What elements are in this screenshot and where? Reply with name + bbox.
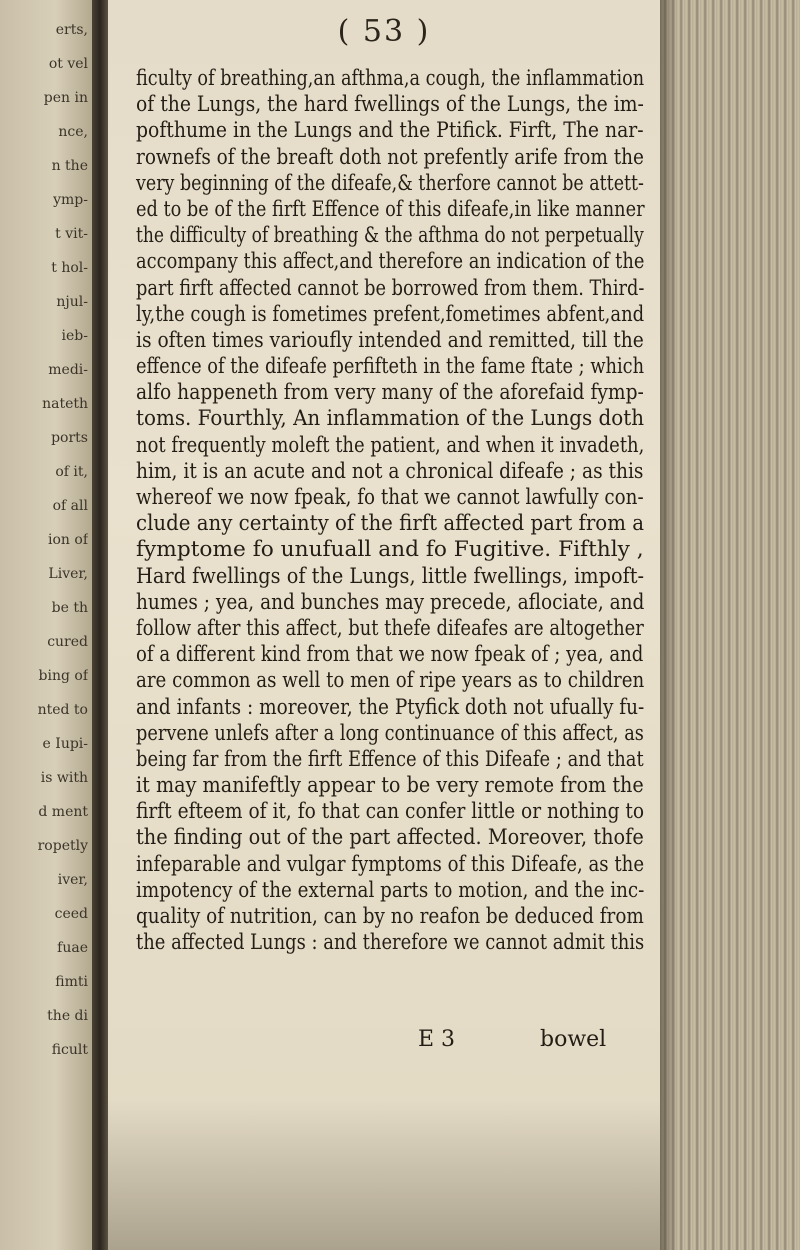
body-text: [136, 66, 656, 956]
left-margin-fragment: ceed: [54, 906, 88, 922]
left-margin-fragment: of all: [52, 498, 88, 514]
text-line: ly,the cough is fometimes prefent,fometimes abfent,and: [136, 301, 645, 327]
left-page-edge: [0, 0, 92, 1250]
text-line: infeparable and vulgar fymptoms of this Difeafe, as the: [136, 851, 645, 877]
text-line: part firft affected cannot be borrowed from them. Third-: [136, 275, 645, 301]
text-line: toms. Fourthly, An inflammation of the Lungs doth: [136, 406, 645, 432]
text-line: being far from the firft Effence of this Difeafe ; and that: [136, 746, 644, 772]
text-line: of a different kind from that we now fpeak of ; yea, and: [136, 642, 644, 668]
text-line: is often times varioufly intended and remitted, till the: [136, 327, 644, 353]
text-line: ficulty of breathing,an afthma,a cough, the inflammation: [136, 66, 645, 91]
text-line: are common as well to men of ripe years as to children: [136, 668, 645, 694]
text-line: firft efteem of it, fo that can confer little or nothing to: [136, 799, 645, 825]
left-margin-fragment: e Iupi-: [42, 736, 88, 752]
text-line: follow after this affect, but thefe difeafes are altogether: [136, 615, 644, 641]
left-margin-fragment: t hol-: [51, 260, 88, 276]
left-margin-fragment: of it,: [55, 464, 88, 480]
page-number: ( 53 ): [337, 14, 431, 49]
left-margin-fragment: Liver,: [48, 566, 88, 582]
text-line: of the Lungs, the hard fwellings of the Lungs, the im-: [136, 92, 644, 118]
left-margin-fragment: t vit-: [55, 226, 88, 242]
text-line: Hard fwellings of the Lungs, little fwellings, impoft-: [136, 563, 645, 589]
right-page-stack: [660, 0, 800, 1250]
left-margin-fragment: medi-: [48, 362, 88, 378]
left-margin-fragment: erts,: [55, 22, 88, 38]
text-line: impotency of the external parts to motion, and the inc-: [136, 877, 645, 903]
text-line: the difficulty of breathing & the afthma do not perpetually: [136, 223, 644, 249]
left-margin-fragment: ieb-: [61, 328, 88, 344]
text-line: and infants : moreover, the Ptyfick doth not ufually fu-: [136, 694, 645, 720]
left-margin-fragment: ports: [51, 430, 88, 446]
text-line: not frequently moleft the patient, and when it invadeth,: [136, 432, 645, 458]
text-line: the finding out of the part affected. Moreover, thofe: [136, 825, 644, 851]
left-margin-fragment: ymp-: [53, 192, 88, 208]
book-gutter: [92, 0, 108, 1250]
text-line: him, it is an acute and not a chronical difeafe ; as this: [136, 458, 644, 484]
text-line: very beginning of the difeafe,& therfore cannot be attett-: [136, 170, 644, 196]
text-line: effence of the difeafe perfifteth in the fame ftate ; which: [136, 354, 645, 380]
left-margin-fragment: bing of: [38, 668, 88, 684]
left-margin-fragment: fuae: [57, 940, 88, 956]
text-line: clude any certainty of the firft affected part from a: [136, 511, 645, 537]
text-line: fymptome fo unufuall and fo Fugitive. Fifthly ,: [136, 537, 644, 563]
left-margin-fragment: ot vel: [48, 56, 88, 72]
left-margin-fragment: ion of: [48, 532, 88, 548]
left-margin-fragment: d ment: [38, 804, 88, 820]
left-margin-fragment: cured: [47, 634, 88, 650]
text-line: the affected Lungs : and therefore we cannot admit this: [136, 930, 645, 956]
left-margin-fragment: fimti: [55, 974, 88, 990]
text-line: pofthume in the Lungs and the Ptifick. Firft, The nar-: [136, 118, 644, 144]
left-margin-fragment: iver,: [57, 872, 88, 888]
left-margin-fragment: nted to: [37, 702, 88, 718]
left-margin-fragment: is with: [40, 770, 88, 786]
left-margin-fragment: n the: [51, 158, 88, 174]
text-line: pervene unlefs after a long continuance of this affect, as: [136, 720, 644, 746]
left-margin-fragment: the di: [47, 1008, 88, 1024]
right-page-shadow: [660, 0, 678, 1250]
text-line: humes ; yea, and bunches may precede, aflociate, and: [136, 589, 645, 615]
text-line: ed to be of the firft Effence of this difeafe,in like manner: [136, 196, 645, 222]
text-line: it may manifeftly appear to be very remote from the: [136, 773, 644, 799]
text-line: quality of nutrition, can by no reafon be deduced from: [136, 904, 644, 929]
text-line: accompany this affect,and therefore an indication of the: [136, 249, 645, 275]
text-line: alfo happeneth from very many of the aforefaid fymp-: [136, 380, 644, 406]
catchword: bowel: [540, 1027, 607, 1052]
left-margin-fragment: njul-: [56, 294, 88, 310]
left-margin-fragment: nateth: [42, 396, 88, 412]
text-line: whereof we now fpeak, fo that we cannot lawfully con-: [136, 485, 644, 510]
left-margin-fragment: ropetly: [37, 838, 88, 854]
left-margin-fragment: nce,: [58, 124, 88, 140]
text-line: rownefs of the breaft doth not prefently arife from the: [136, 144, 644, 170]
left-margin-fragment: be th: [51, 600, 88, 616]
left-margin-fragment: ficult: [51, 1042, 88, 1058]
bottom-page-shadow: [108, 1100, 660, 1250]
left-margin-fragment: pen in: [43, 90, 88, 106]
signature-mark: E 3: [418, 1027, 456, 1052]
